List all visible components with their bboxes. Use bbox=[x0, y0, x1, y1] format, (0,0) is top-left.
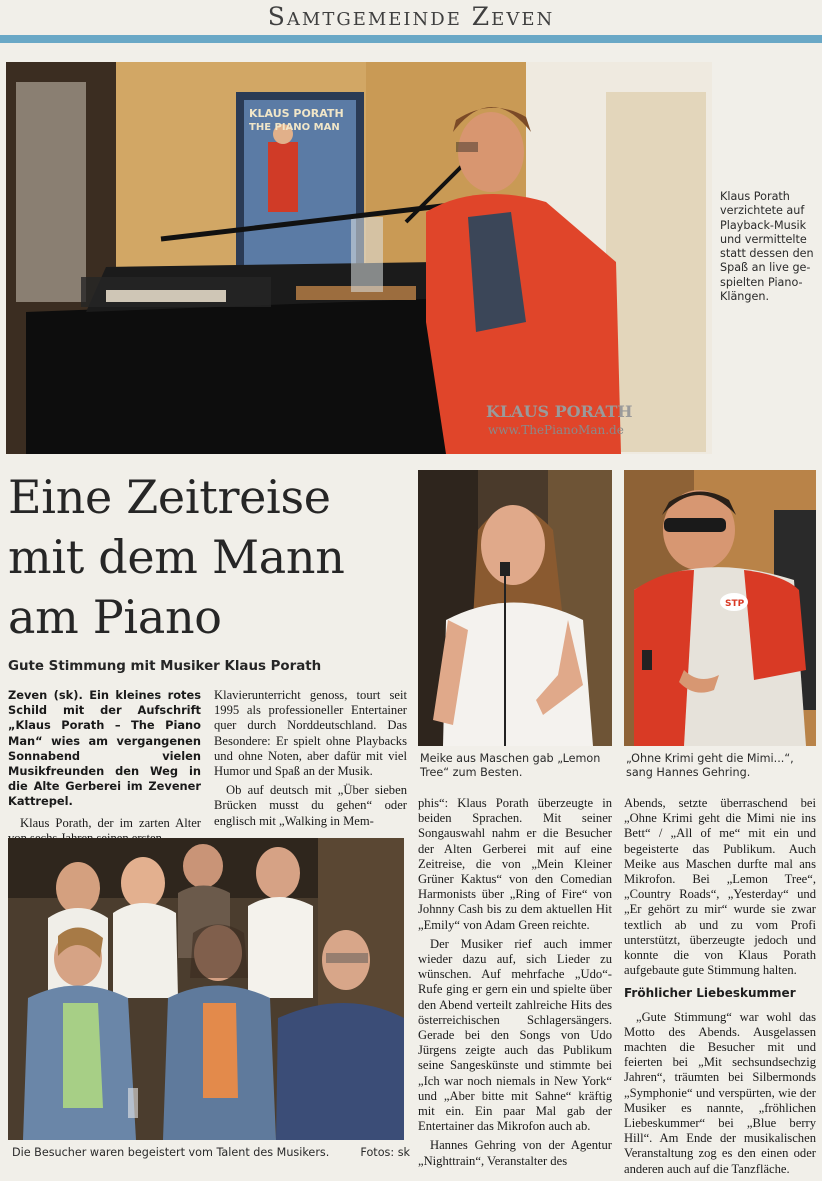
article-column-3 bbox=[418, 796, 612, 1173]
section-title: Samtgemeinde Zeven bbox=[267, 2, 555, 31]
article-intertitle: Fröhlicher Liebeskummer bbox=[624, 986, 796, 1001]
hero-photo-illustration bbox=[6, 62, 712, 454]
article-paragraph: Klavierunterricht genoss, tourt seit 1995 als professioneller Entertainer quer durch Norddeutschland. Das Besondere: Er spielt ohne Playbacks und ohne Noten, aber dafür mit viel Humor und Spaß an der Musik. bbox=[214, 688, 407, 779]
hero-photo bbox=[6, 62, 712, 454]
article-column-1 bbox=[8, 688, 201, 850]
article-paragraph: Der Musiker rief auch immer wieder dazu auf, sich Lieder zu wünschen. Auf mehrfache „Udo“-Rufe ging er gern ein und spielte über den Abend verteilt zahlreiche Hits des österreichischen Schlagersängers. Gerade bei den Songs von Udo Jürgens zeigte auch das Publikum seine Sangeskünste und stimmte bei „Ich war noch niemals in New York“ und „Aber bitte mit Sahne“ kräftig mit ein. Ein paar Mal gab der Entertainer das Mikrofon auch ab. bbox=[418, 936, 612, 1134]
article-paragraph: Ob auf deutsch mit „Über sieben Brücken musst du gehen“ oder englisch mit „Walking in Mem- bbox=[214, 783, 407, 828]
piano-brand-text: KLAUS PORATH bbox=[486, 402, 633, 421]
singer-photo-caption: Meike aus Maschen gab „Lemon Tree“ zum Besten. bbox=[420, 752, 601, 780]
piano-url-text: www.ThePianoMan.de bbox=[488, 423, 624, 437]
article-column-2 bbox=[214, 688, 407, 833]
page-header bbox=[0, 0, 822, 44]
gehring-photo-caption: „Ohne Krimi geht die Mimi...“, sang Hannes Gehring. bbox=[626, 752, 794, 780]
article-paragraph: Klaus Porath, der im zarten Alter bbox=[20, 815, 201, 830]
gehring-photo bbox=[624, 470, 816, 746]
poster-subtitle-text: THE PIANO MAN bbox=[249, 122, 340, 133]
crowd-photo-caption: Die Besucher waren begeistert vom Talent des Musikers. bbox=[12, 1146, 330, 1159]
article-paragraph: phis“: Klaus Porath überzeugte in beiden Sprachen. Mit seiner Songauswahl nahm er die Besucher der Alten Gerberei mit auf eine Zeitreise, die von „Mein Kleiner Grüner Kaktus“ von den Comedian Harmonists über „Ring of Fire“ von Johnny Cash bis zu dem aktuellen Hit „Emily“ von Adam Green reichte. bbox=[418, 796, 612, 932]
shirt-logo-text: STP bbox=[725, 599, 745, 609]
article-paragraph: Abends, setzte überraschend bei „Ohne Krimi geht die Mimi nie ins Bett“ / „All of me“ mit ein und begeisterte das Publikum. Auch Meike aus Maschen durfte mal ans Mikrofon. Bei „Lemon Tree“, „Country Roads“, „Yesterday“ und „Er gehört zu mir“ wurde sie zwar textlich ab und zu vom Profi unterstützt, überzeugte jedoch und konnte die von Klaus Porath aufgebaute gute Stimmung halten. bbox=[624, 796, 816, 978]
article-paragraph: „Gute Stimmung“ war wohl das Motto des Abends. Ausgelassen machten die Besucher mit und feierten bei „Mit sechsundsechzig Jahren“, träumten bei Silbermonds „Symphonie“ und verspürten, wie der Musiker es nannte, „fröhlichen Liebeskummer“ bei „Blue berry Hill“. Am Ende der musikalischen Veranstaltung zog es den einen oder anderen auch auf die Tanzfläche. bbox=[624, 1009, 816, 1176]
hero-photo-caption: Klaus Porath verzichtete auf Playback-Musik und vermittelte statt dessen den Spaß an live ge-spielten Piano-Klängen. bbox=[720, 190, 814, 304]
header-rule bbox=[0, 35, 822, 43]
crowd-photo-illustration bbox=[8, 838, 404, 1140]
article-column-4 bbox=[624, 796, 816, 1181]
article-headline: Eine Zeitreise mit dem Mann am Piano bbox=[8, 470, 345, 644]
article-lead: Zeven (sk). Ein kleines rotes Schild mit der Aufschrift „Klaus Porath – The Piano Man“ wies am vergangenen Sonnabend vielen Musikfreunden den Weg in die Alte Gerberei im Zevener Kattrepel. bbox=[8, 688, 201, 809]
photo-credit: Fotos: sk bbox=[360, 1146, 410, 1159]
poster-name-text: KLAUS PORATH bbox=[249, 107, 344, 120]
article-subheadline: Gute Stimmung mit Musiker Klaus Porath bbox=[8, 659, 322, 674]
singer-photo-illustration bbox=[418, 470, 612, 746]
gehring-photo-illustration bbox=[624, 470, 816, 746]
singer-photo bbox=[418, 470, 612, 746]
crowd-photo bbox=[8, 838, 404, 1140]
article-paragraph: Hannes Gehring von der Agentur „Nighttrain“, Veranstalter des bbox=[418, 1138, 612, 1168]
